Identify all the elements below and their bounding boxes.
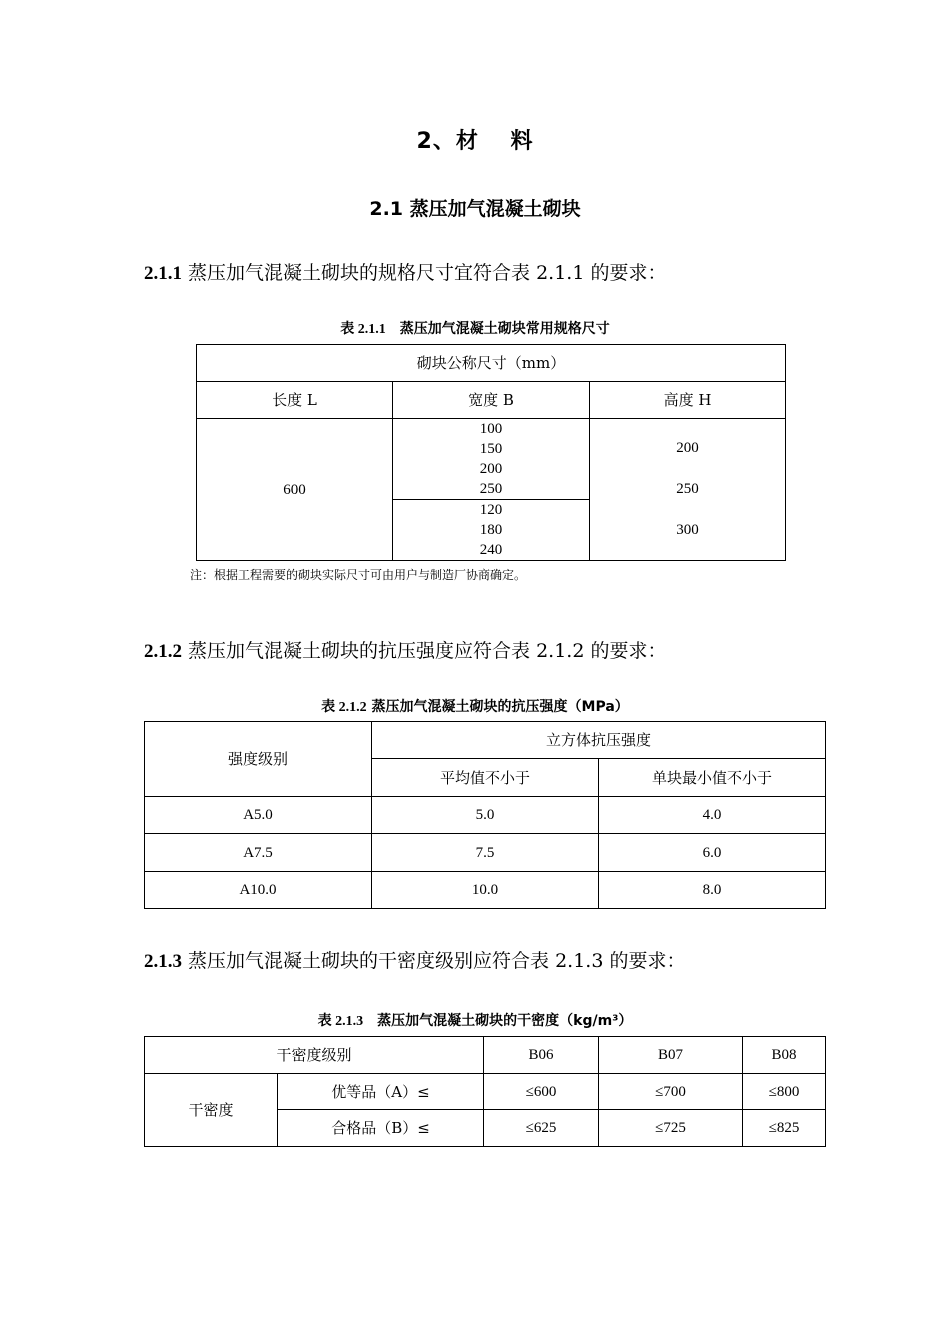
table-block-sizes xyxy=(196,344,786,561)
width-value: 120 xyxy=(479,502,503,518)
grade-cell: A7.5 xyxy=(145,834,372,872)
height-value: 200 xyxy=(676,440,699,456)
table-dry-density xyxy=(144,1036,826,1147)
width-value: 100 xyxy=(479,421,503,437)
clause-2-1-2 xyxy=(144,636,666,663)
clause-number: 2.1.2 xyxy=(144,641,182,662)
width-group-1 xyxy=(393,419,590,500)
col-header-height: 高度 H xyxy=(590,382,786,419)
col-header-grade: 强度级别 xyxy=(145,722,372,797)
clause-number: 2.1.3 xyxy=(144,951,182,972)
table-row xyxy=(145,797,826,834)
width-value: 180 xyxy=(479,522,503,538)
average-cell: 10.0 xyxy=(372,872,599,909)
clause-text: 蒸压加气混凝土砌块的规格尺寸宜符合表 2.1.1 的要求： xyxy=(182,262,667,284)
average-cell: 5.0 xyxy=(372,797,599,834)
width-value: 150 xyxy=(479,441,503,457)
height-value: 250 xyxy=(676,481,699,497)
grade-cell: 优等品（A）≤ xyxy=(278,1074,484,1110)
grade-cell: 合格品（B）≤ xyxy=(278,1110,484,1147)
min-cell: 8.0 xyxy=(599,872,826,909)
grade-cell: A10.0 xyxy=(145,872,372,909)
min-cell: 4.0 xyxy=(599,797,826,834)
table-row xyxy=(145,872,826,909)
clause-text: 蒸压加气混凝土砌块的抗压强度应符合表 2.1.2 的要求： xyxy=(182,640,667,662)
table-row xyxy=(145,1074,826,1110)
width-value: 240 xyxy=(479,542,503,558)
section-title: 2.1 蒸压加气混凝土砌块 xyxy=(369,198,581,220)
level-b06: B06 xyxy=(484,1037,599,1074)
width-group-2 xyxy=(393,500,590,561)
height-values xyxy=(590,419,786,561)
clause-2-1-1 xyxy=(144,258,666,285)
table-caption-2-1-3 xyxy=(0,1010,950,1030)
length-value: 600 xyxy=(197,419,393,561)
col-header-density-level: 干密度级别 xyxy=(145,1037,484,1074)
clause-2-1-3 xyxy=(144,946,685,973)
table-caption-2-1-2 xyxy=(0,696,950,716)
table-compressive-strength xyxy=(144,721,826,909)
row-header-dry-density: 干密度 xyxy=(145,1074,278,1147)
col-header-average: 平均值不小于 xyxy=(372,759,599,797)
level-b07: B07 xyxy=(599,1037,743,1074)
density-cell: ≤700 xyxy=(599,1074,743,1110)
width-value: 250 xyxy=(479,481,503,497)
chapter-title: 2、材 料 xyxy=(416,129,534,154)
clause-number: 2.1.1 xyxy=(144,263,182,284)
col-header-min: 单块最小值不小于 xyxy=(599,759,826,797)
table-row xyxy=(145,834,826,872)
grade-cell: A5.0 xyxy=(145,797,372,834)
level-b08: B08 xyxy=(743,1037,826,1074)
density-cell: ≤625 xyxy=(484,1110,599,1147)
min-cell: 6.0 xyxy=(599,834,826,872)
density-cell: ≤725 xyxy=(599,1110,743,1147)
table-caption-2-1-1 xyxy=(0,318,950,338)
clause-text: 蒸压加气混凝土砌块的干密度级别应符合表 2.1.3 的要求： xyxy=(182,950,686,972)
table-note: 注：根据工程需要的砌块实际尺寸可由用户与制造厂协商确定。 xyxy=(190,568,527,582)
caption-text: 蒸压加气混凝土砌块的干密度（kg/m³） xyxy=(363,1013,633,1029)
col-header-length: 长度 L xyxy=(197,382,393,419)
density-cell: ≤600 xyxy=(484,1074,599,1110)
caption-text: 蒸压加气混凝土砌块的抗压强度（MPa） xyxy=(366,699,629,715)
density-cell: ≤825 xyxy=(743,1110,826,1147)
caption-text: 蒸压加气混凝土砌块常用规格尺寸 xyxy=(385,321,610,337)
col-header-cube-strength: 立方体抗压强度 xyxy=(372,722,826,759)
table-header-nominal-size: 砌块公称尺寸（mm） xyxy=(197,345,786,382)
average-cell: 7.5 xyxy=(372,834,599,872)
caption-number: 表 2.1.3 xyxy=(317,1014,364,1029)
height-value: 300 xyxy=(676,522,699,538)
col-header-width: 宽度 B xyxy=(393,382,590,419)
caption-number: 表 2.1.2 xyxy=(321,700,367,715)
caption-number: 表 2.1.1 xyxy=(340,322,386,337)
density-cell: ≤800 xyxy=(743,1074,826,1110)
width-value: 200 xyxy=(479,461,503,477)
